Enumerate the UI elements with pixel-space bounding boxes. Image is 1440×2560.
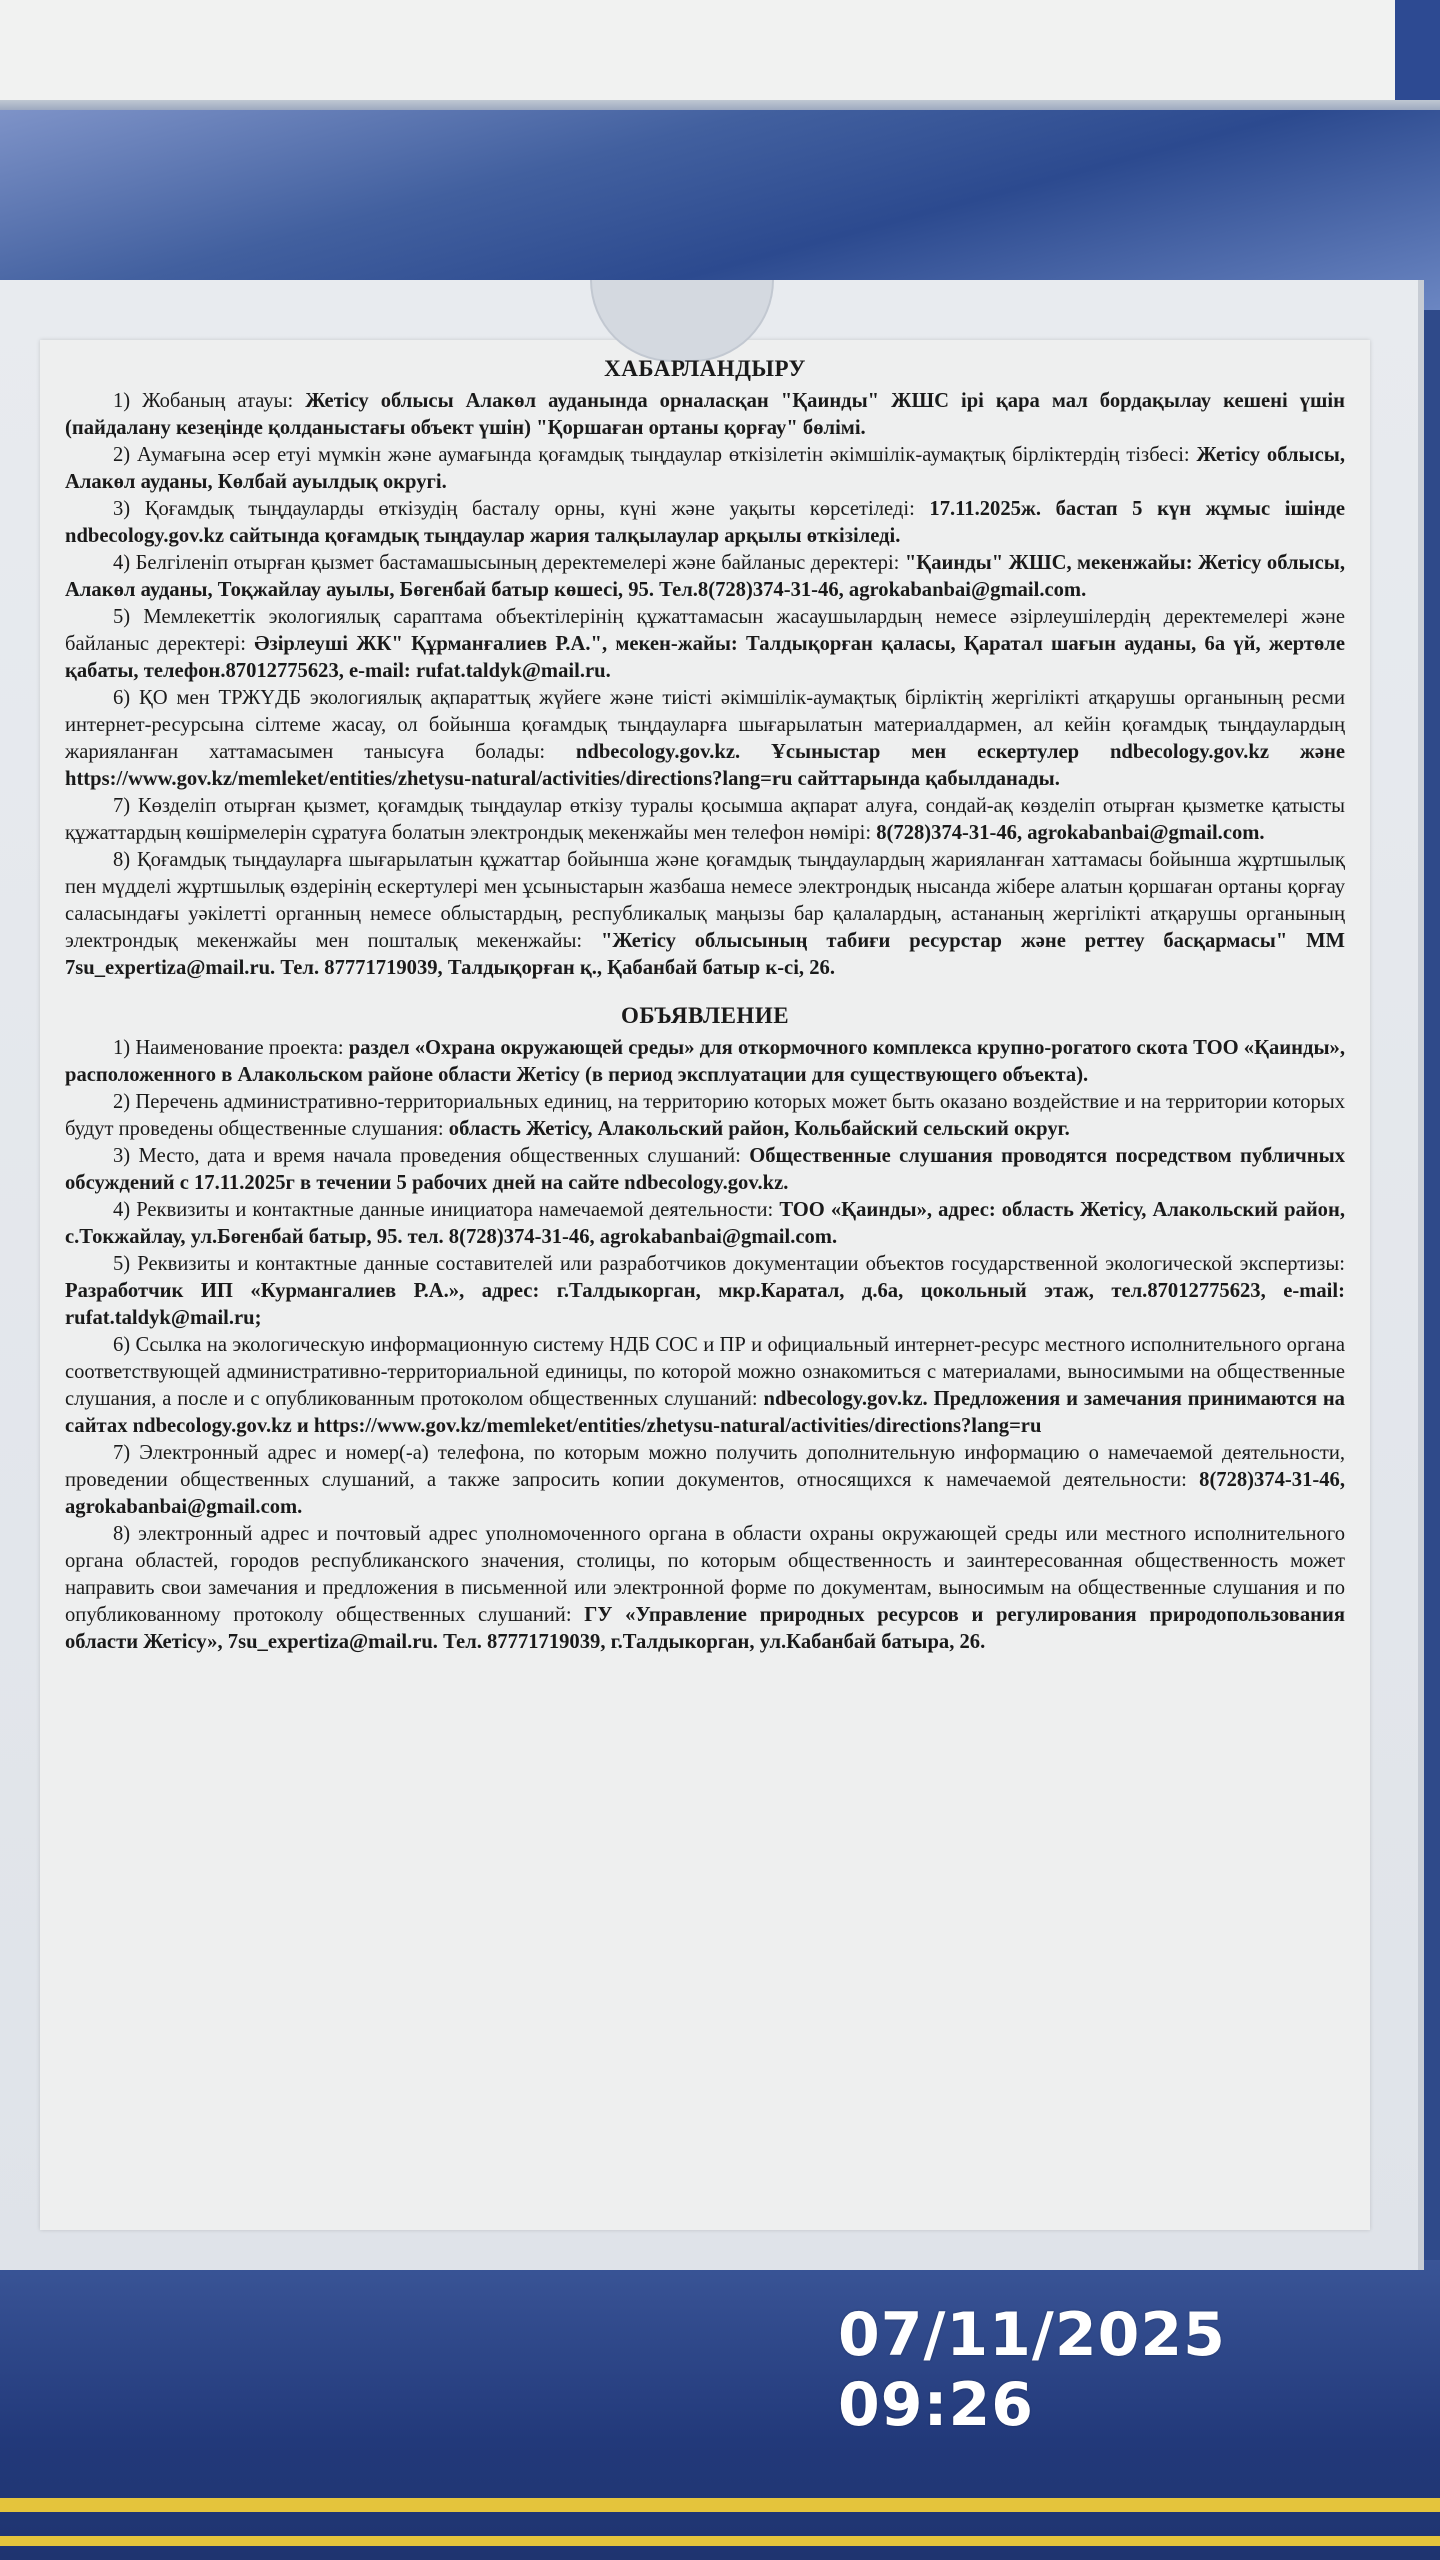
kz-item-6: 6) ҚО мен ТРЖҮДБ экологиялық ақпараттық жүйеге және тиісті әкімшілік-аумақтық бірліктің жергілікті атқарушы органының ресми интернет-ресурсына сілтеме жасау, ол бойынша қоғамдық тыңдауларға шығарылатын материалдармен, ал кейін қоғамдық тыңдаулардың жарияланған хаттамасымен танысуға болады: ndbecology.gov.kz. Ұсыныстар мен ескертулер ndbecology.gov.kz және https://www.gov.kz/memleket/entities/zhetysu-natural/activities/directions?lang=ru сайттарында қабылданады. (65, 687, 1345, 790)
top-paper-strip (0, 0, 1395, 103)
ru-title: ОБЪЯВЛЕНИЕ (620, 1003, 790, 1028)
kz-title: ХАБАРЛАНДЫРУ (604, 356, 806, 381)
kz-item-5: 5) Мемлекеттік экологиялық сараптама объектілерінің құжаттамасын жасаушылардың немесе әзірлеушілердің деректемелері және байланыс деректері: Әзірлеуші ЖК" Құрманғалиев Р.А.", мекен-жайы: Талдықорған қаласы, Қаратал шағын ауданы, 6а үй, жертөле қабаты, телефон.87012775623, e-mail: rufat.taldyk@mail.ru. (65, 606, 1345, 682)
yellow-stripe (0, 2498, 1440, 2512)
kz-item-2: 2) Аумағына әсер етуі мүмкін және аумағында қоғамдық тыңдаулар өткізілетін әкімшілік-аумақтық бірліктердің тізбесі: Жетісу облысы, Алакөл ауданы, Көлбай ауылдық округі. (65, 444, 1345, 493)
ru-item-8: 8) электронный адрес и почтовый адрес уполномоченного органа в области охраны окружающей среды или местного исполнительного органа областей, городов республиканского значения, столицы, по которым общественность и заинтересованная общественность может направить свои замечания и предложения в письменной или электронной форме по документам, выносимым на общественные слушания и по опубликованному протоколу общественных слушаний: ГУ «Управление природных ресурсов и регулирования природопользования области Жетісу», 7su_expertiza@mail.ru. Тел. 87771719039, г.Талдыкорган, ул.Кабанбай батыра, 26. (65, 1523, 1346, 1653)
ru-item-6: 6) Ссылка на экологическую информационную систему НДБ СОС и ПР и официальный интернет-ресурс местного исполнительного органа соответствующей административно-территориальной единицы, по которой можно ознакомиться с материалами, выносимыми на общественные слушания, а после и с опубликованным протоколом общественных слушаний: ndbecology.gov.kz. Предложения и замечания принимаются на сайтах ndbecology.gov.kz и https://www.gov.kz/memleket/entities/zhetysu-natural/activities/directions?lang=ru (65, 1334, 1345, 1437)
kz-item-1: 1) Жобаның атауы: Жетісу облысы Алакөл ауданында орналасқан "Қаинды" ЖШС ірі қара мал бордақылау кешені үшін (пайдалану кезеңінде қолданыстағы объект үшін) "Қоршаған ортаны қорғау" бөлімі. (65, 390, 1345, 439)
ru-item-3: 3) Место, дата и время начала проведения общественных слушаний: Общественные слушания проводятся посредством публичных обсуждений с 17.11.2025г в течении 5 рабочих дней на сайте ndbecology.gov.kz. (65, 1145, 1346, 1194)
kz-item-8: 8) Қоғамдық тыңдауларға шығарылатын құжаттар бойынша және қоғамдық тыңдаулардың жарияланған хаттамасы бойынша жұртшылық пен мүдделі жұртшылық өздерінің ескертулері мен ұсыныстарын жазбаша немесе электрондық нысанда жібере алатын қоршаған ортаны қорғау саласындағы уәкілетті органның немесе облыстардың, республикалық маңызы бар қалалардың, астананың жергілікті атқарушы органының электрондық мекенжайы мен пошталық мекенжайы: "Жетісу облысының табиғи ресурстар және реттеу басқармасы" ММ 7su_expertiza@mail.ru. Тел. 87771719039, Талдықорған қ., Қабанбай батыр к-сі, 26. (65, 849, 1345, 979)
yellow-stripe (0, 2536, 1440, 2546)
ru-item-5: 5) Реквизиты и контактные данные составителей или разработчиков документации объектов государственной экологической экспертизы: Разработчик ИП «Курмангалиев Р.А.», адрес: г.Талдыкорган, мкр.Каратал, д.6а, цокольный этаж, тел.87012775623, e-mail: rufat.taldyk@mail.ru; (65, 1253, 1345, 1329)
ru-item-7: 7) Электронный адрес и номер(-а) телефона, по которым можно получить дополнительную информацию о намечаемой деятельности, проведении общественных слушаний, а также запросить копии документов, относящихся к намечаемой деятельности: 8(728)374-31-46, agrokabanbai@gmail.com. (65, 1442, 1345, 1518)
notice-document (65, 355, 1345, 1656)
ru-item-2: 2) Перечень административно-территориальных единиц, на территорию которых может быть оказано воздействие и на территории которых будут проведены общественные слушания: область Жетісу, Алакольский район, Кольбайский сельский округ. (65, 1091, 1345, 1140)
kz-item-4: 4) Белгіленіп отырған қызмет бастамашысының деректемелері және байланыс деректері: "Қаинды" ЖШС, мекенжайы: Жетісу облысы, Алакөл ауданы, Тоқжайлау ауылы, Бөгенбай батыр көшесі, 95. Тел.8(728)374-31-46, agrokabanbai@gmail.com. (65, 552, 1345, 601)
kz-item-3: 3) Қоғамдық тыңдауларды өткізудің басталу орны, күні және уақыты көрсетіледі: 17.11.2025ж. бастап 5 күн жұмыс ішінде ndbecology.gov.kz сайтында қоғамдық тыңдаулар жария талқылаулар арқылы өткізіледі. (65, 498, 1345, 547)
ru-item-1: 1) Наименование проекта: раздел «Охрана окружающей среды» для откормочного комплекса крупно-рогатого скота ТОО «Қаинды», расположенного в Алакольском районе области Жетісу (в период эксплуатации для существующего объекта). (65, 1037, 1345, 1086)
ru-item-4: 4) Реквизиты и контактные данные инициатора намечаемой деятельности: ТОО «Қаинды», адрес: область Жетісу, Алакольский район, с.Токжайлау, ул.Бөгенбай батыр, 95. тел. 8(728)374-31-46, agrokabanbai@gmail.com. (65, 1199, 1345, 1248)
photo-timestamp: 07/11/2025 09:26 (838, 2300, 1226, 2440)
top-blue-corner (1395, 0, 1440, 100)
kz-item-7: 7) Көзделіп отырған қызмет, қоғамдық тыңдаулар өткізу туралы қосымша ақпарат алуға, сондай-ақ көзделіп отырған қызметке қатысты құжаттардың көшірмелерін сұратуға болатын электрондық мекенжайы мен телефон нөмірі: 8(728)374-31-46, agrokabanbai@gmail.com. (65, 795, 1345, 844)
